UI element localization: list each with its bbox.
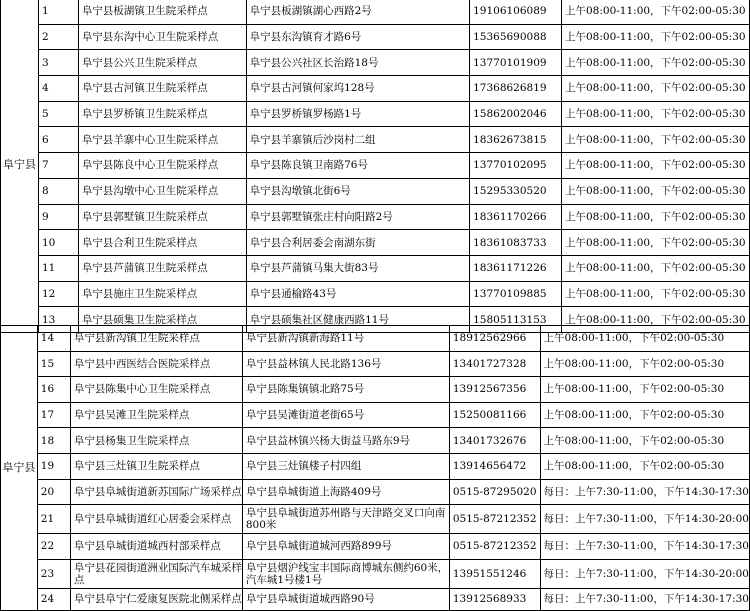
site-name: 阜宁县古河镇卫生院采样点: [78, 76, 246, 102]
row-number: 8: [38, 178, 78, 204]
row-number: 23: [37, 559, 70, 588]
site-name: 阜宁县东沟中心卫生院采样点: [78, 24, 246, 50]
row-number: 21: [37, 505, 70, 534]
row-number: 24: [37, 588, 70, 610]
service-hours: 上午08:00-11:00，下午02:00-05:30: [561, 204, 749, 230]
table-row: [1, 479, 750, 505]
site-name: 阜宁县合利卫生院采样点: [78, 230, 246, 256]
table-row: [1, 0, 750, 24]
row-number: 10: [38, 230, 78, 256]
site-address: 阜宁县硕集社区健康西路11号: [246, 307, 469, 333]
site-name: 阜宁县芦蒲镇卫生院采样点: [78, 255, 246, 281]
site-name: 阜宁县阜城街道红心居委会采样点: [70, 505, 242, 534]
row-number: 6: [38, 127, 78, 153]
site-name: 阜宁县罗桥镇卫生院采样点: [78, 101, 246, 127]
service-hours: 每日：上午7:30-11:00，下午14:30-20:00: [540, 505, 749, 534]
row-number: 16: [37, 377, 70, 403]
service-hours: 上午08:00-11:00，下午02:00-05:30: [540, 326, 749, 352]
site-name: 阜宁县郭墅镇卫生院采样点: [78, 204, 246, 230]
contact-phone: 19106106089: [470, 0, 562, 24]
contact-phone: 13401732676: [449, 428, 540, 454]
service-hours: 上午08:00-11:00，下午02:00-05:30: [561, 127, 749, 153]
contact-phone: 18361170266: [470, 204, 562, 230]
site-address: 阜宁县公兴社区长治路18号: [246, 50, 469, 76]
site-address: 阜宁县陈良镇卫南路76号: [246, 153, 469, 179]
table-row: [1, 76, 750, 102]
table-row: [1, 559, 750, 588]
contact-phone: 0515-87212352: [449, 505, 540, 534]
site-name: 阜宁县沟墩中心卫生院采样点: [78, 178, 246, 204]
row-number: 18: [37, 428, 70, 454]
site-address: 阜宁县罗桥镇罗杨路1号: [246, 101, 469, 127]
table-row: [1, 230, 750, 256]
county-cell: 阜宁县: [1, 326, 38, 611]
table-row: [1, 428, 750, 454]
table-row: [1, 351, 750, 377]
site-name: 阜宁县羊寨中心卫生院采样点: [78, 127, 246, 153]
site-name: 阜宁县阜宁仁爱康复医院北侧采样点: [70, 588, 242, 610]
contact-phone: 13912568933: [449, 588, 540, 610]
site-name: 阜宁县板湖镇卫生院采样点: [78, 0, 246, 24]
contact-phone: 13914656472: [449, 453, 540, 479]
service-hours: 上午08:00-11:00，下午02:00-05:30: [561, 76, 749, 102]
table-row: [1, 24, 750, 50]
contact-phone: 13912567356: [449, 377, 540, 403]
site-address: 阜宁县合利居委会南湖东街: [246, 230, 469, 256]
site-name: 阜宁县花园街道洲业国际汽车城采样点: [70, 559, 242, 588]
service-hours: 上午08:00-11:00，下午02:00-05:30: [540, 377, 749, 403]
contact-phone: 0515-87212352: [449, 534, 540, 560]
site-name: 阜宁县新沟镇卫生院采样点: [70, 326, 242, 352]
site-name: 阜宁县吴滩卫生院采样点: [70, 402, 242, 428]
table-row: [1, 255, 750, 281]
site-name: 阜宁县中西医结合医院采样点: [70, 351, 242, 377]
contact-phone: 0515-87295020: [449, 479, 540, 505]
site-name: 阜宁县硕集卫生院采样点: [78, 307, 246, 333]
service-hours: 上午08:00-11:00，下午02:00-05:30: [561, 24, 749, 50]
row-number: 13: [38, 307, 78, 333]
contact-phone: 13770102095: [470, 153, 562, 179]
row-number: 11: [38, 255, 78, 281]
site-address: 阜宁县吴滩街道老街65号: [242, 402, 449, 428]
row-number: 5: [38, 101, 78, 127]
site-address: 阜宁县益林镇兴杨大街益马路东9号: [242, 428, 449, 454]
row-number: 22: [37, 534, 70, 560]
site-address: 阜宁县沟墩镇北街6号: [246, 178, 469, 204]
service-hours: 每日：上午7:30-11:00，下午14:30-17:30: [540, 534, 749, 560]
contact-phone: 15295330520: [470, 178, 562, 204]
service-hours: 每日：上午7:30-11:00，下午14:30-20:00: [540, 559, 749, 588]
site-name: 阜宁县陈集中心卫生院采样点: [70, 377, 242, 403]
row-number: 19: [37, 453, 70, 479]
sampling-sites-table-part-2: [0, 325, 750, 611]
contact-phone: 18361083733: [470, 230, 562, 256]
table-row: [1, 453, 750, 479]
service-hours: 上午08:00-11:00，下午02:00-05:30: [540, 453, 749, 479]
contact-phone: 13770109885: [470, 281, 562, 307]
site-address: 阜宁县益林镇人民北路136号: [242, 351, 449, 377]
contact-phone: 18362673815: [470, 127, 562, 153]
service-hours: 上午08:00-11:00，下午02:00-05:30: [561, 281, 749, 307]
service-hours: 上午08:00-11:00，下午02:00-05:30: [561, 255, 749, 281]
row-number: 12: [38, 281, 78, 307]
table-row: [1, 153, 750, 179]
site-name: 阜宁县杨集卫生院采样点: [70, 428, 242, 454]
table-row: [1, 281, 750, 307]
site-name: 阜宁县公兴卫生院采样点: [78, 50, 246, 76]
row-number: 15: [37, 351, 70, 377]
service-hours: 上午08:00-11:00，下午02:00-05:30: [561, 307, 749, 333]
service-hours: 每日：上午7:30-11:00，下午14:30-17:30: [540, 479, 749, 505]
service-hours: 每日：上午7:30-11:00，下午14:30-17:30: [540, 588, 749, 610]
service-hours: 上午08:00-11:00，下午02:00-05:30: [540, 351, 749, 377]
site-address: 阜宁县阜城街道城河西路899号: [242, 534, 449, 560]
site-address: 阜宁县郭墅镇张庄村向阳路2号: [246, 204, 469, 230]
row-number: 17: [37, 402, 70, 428]
site-name: 阜宁县阜城街道城西村部采样点: [70, 534, 242, 560]
table-row: [1, 204, 750, 230]
site-address: 阜宁县阜城街道苏州路与天津路交叉口向南800米: [242, 505, 449, 534]
contact-phone: 15805113153: [470, 307, 562, 333]
contact-phone: 13770101909: [470, 50, 562, 76]
row-number: 4: [38, 76, 78, 102]
contact-phone: 15365690088: [470, 24, 562, 50]
table-row: [1, 534, 750, 560]
service-hours: 上午08:00-11:00，下午02:00-05:30: [561, 0, 749, 24]
row-number: 7: [38, 153, 78, 179]
site-address: 阜宁县通榆路43号: [246, 281, 469, 307]
table-row: [1, 326, 750, 352]
service-hours: 上午08:00-11:00，下午02:00-05:30: [561, 101, 749, 127]
site-name: 阜宁县施庄卫生院采样点: [78, 281, 246, 307]
contact-phone: 18912562966: [449, 326, 540, 352]
site-address: 阜宁县阜城街道城西路90号: [242, 588, 449, 610]
row-number: 9: [38, 204, 78, 230]
table-row: [1, 178, 750, 204]
table-row: [1, 101, 750, 127]
site-address: 阜宁县新沟镇新海路11号: [242, 326, 449, 352]
row-number: 2: [38, 24, 78, 50]
contact-phone: 13401727328: [449, 351, 540, 377]
site-address: 阜宁县烟沪线宝丰国际商博城东侧约60米，汽车城1号楼1号: [242, 559, 449, 588]
service-hours: 上午08:00-11:00，下午02:00-05:30: [540, 428, 749, 454]
county-cell: 阜宁县: [1, 0, 39, 332]
row-number: 3: [38, 50, 78, 76]
service-hours: 上午08:00-11:00，下午02:00-05:30: [540, 402, 749, 428]
site-name: 阜宁县阜城街道新苏国际广场采样点: [70, 479, 242, 505]
site-address: 阜宁县三灶镇楼子村四组: [242, 453, 449, 479]
site-name: 阜宁县陈良中心卫生院采样点: [78, 153, 246, 179]
table-row: [1, 377, 750, 403]
site-address: 阜宁县羊寨镇后沙岗村二组: [246, 127, 469, 153]
site-address: 阜宁县阜城街道上海路409号: [242, 479, 449, 505]
site-address: 阜宁县古河镇何家坞128号: [246, 76, 469, 102]
table-row: [1, 402, 750, 428]
contact-phone: 18361171226: [470, 255, 562, 281]
service-hours: 上午08:00-11:00，下午02:00-05:30: [561, 153, 749, 179]
site-address: 阜宁县芦蒲镇马集大街83号: [246, 255, 469, 281]
site-address: 阜宁县东沟镇育才路6号: [246, 24, 469, 50]
table-row: [1, 127, 750, 153]
row-number: 14: [37, 326, 70, 352]
site-name: 阜宁县三灶镇卫生院采样点: [70, 453, 242, 479]
table-row: [1, 50, 750, 76]
site-address: 阜宁县陈集镇镇北路75号: [242, 377, 449, 403]
table-row: [1, 505, 750, 534]
contact-phone: 15862002046: [470, 101, 562, 127]
service-hours: 上午08:00-11:00，下午02:00-05:30: [561, 230, 749, 256]
contact-phone: 15250081166: [449, 402, 540, 428]
service-hours: 上午08:00-11:00，下午02:00-05:30: [561, 178, 749, 204]
table-row: [1, 588, 750, 610]
contact-phone: 13951551246: [449, 559, 540, 588]
site-address: 阜宁县板湖镇湖心西路2号: [246, 0, 469, 24]
row-number: 20: [37, 479, 70, 505]
contact-phone: 17368626819: [470, 76, 562, 102]
service-hours: 上午08:00-11:00，下午02:00-05:30: [561, 50, 749, 76]
row-number: 1: [38, 0, 78, 24]
